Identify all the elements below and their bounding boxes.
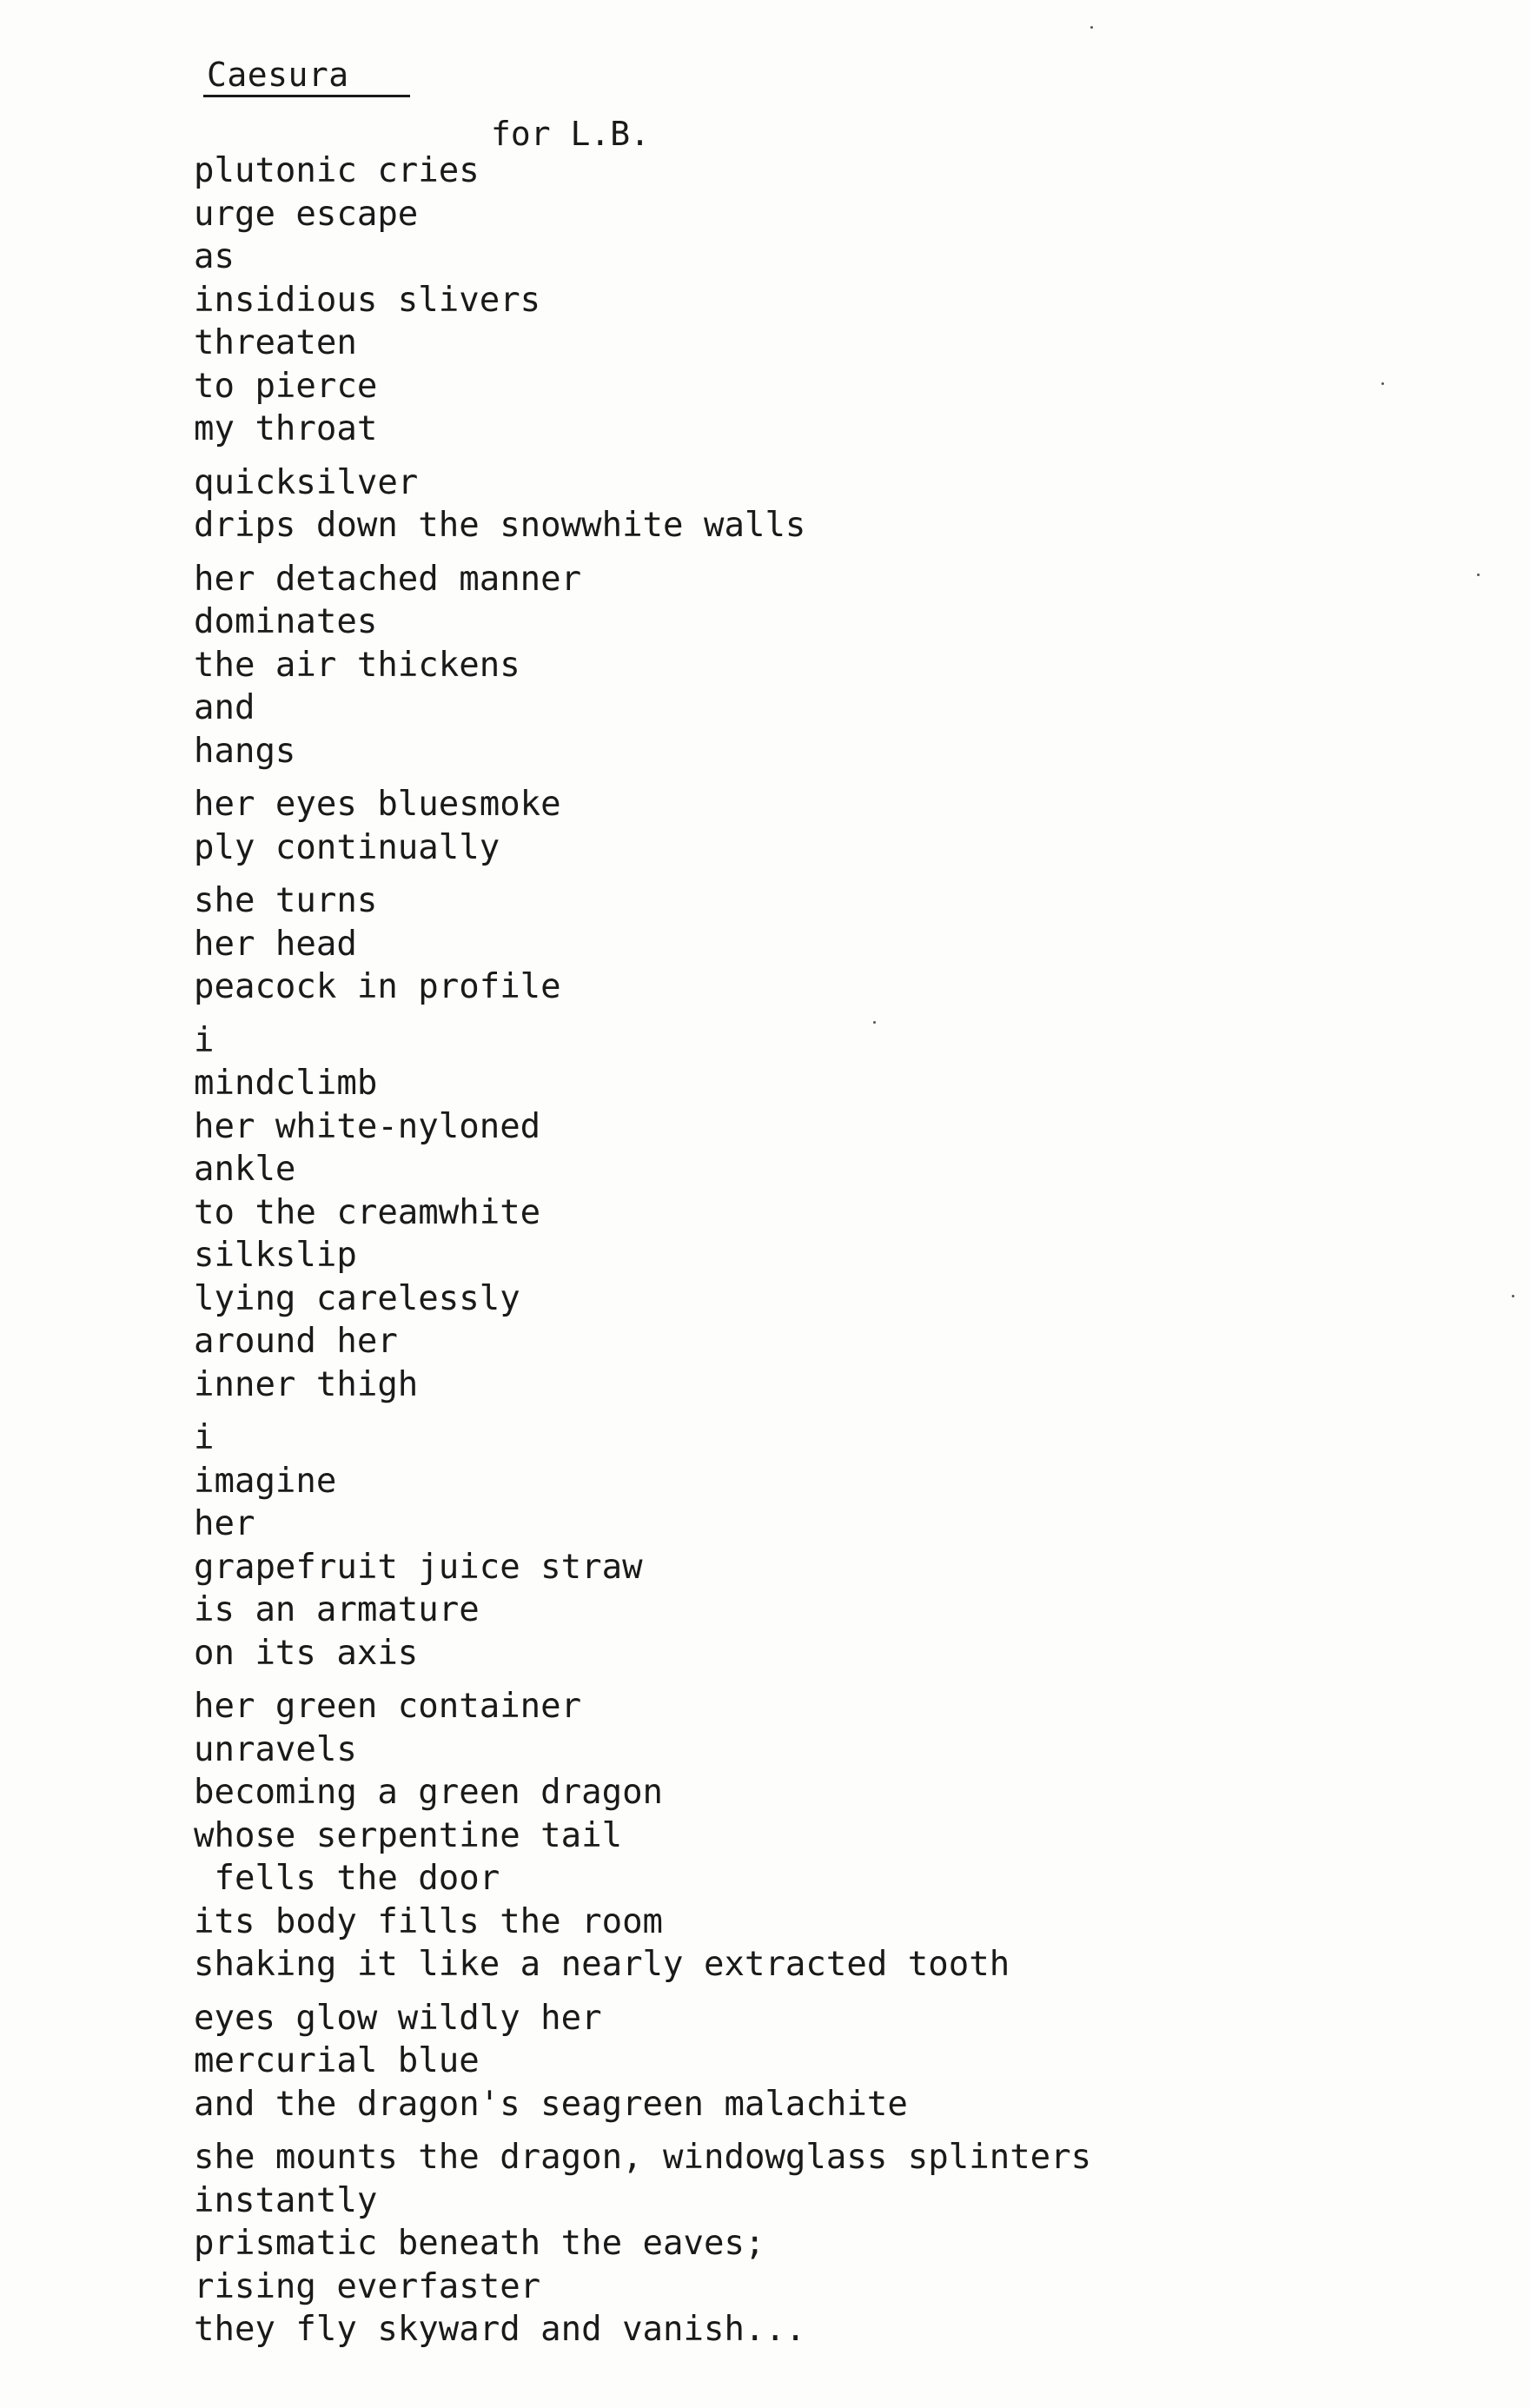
poem-line: mercurial blue	[194, 2041, 480, 2080]
poem-stanza	[194, 2136, 1454, 2352]
poem-line: urge escape	[194, 194, 419, 234]
poem-line: instantly	[194, 2180, 378, 2220]
poem-line: imagine	[194, 1461, 337, 1501]
photocopy-speck	[1512, 1295, 1514, 1297]
poem-line: her eyes bluesmoke	[194, 785, 561, 824]
poem-stanza	[194, 783, 1454, 869]
poem-line: whose serpentine tail	[194, 1815, 623, 1855]
poem-line: peacock in profile	[194, 967, 561, 1006]
poem-line: her white-nyloned	[194, 1106, 541, 1146]
poem-line: quicksilver	[194, 462, 419, 502]
poem-line: fells the door	[194, 1859, 500, 1898]
poem-stanza	[194, 558, 1454, 773]
poem-line: she mounts the dragon, windowglass splinters	[194, 2138, 1092, 2177]
poem-line: to pierce	[194, 366, 378, 406]
poem-stanza	[194, 1685, 1454, 1987]
poem-line: grapefruit juice straw	[194, 1547, 643, 1587]
poem-line: its body fills the room	[194, 1901, 664, 1941]
poem-stanza	[194, 879, 1454, 1009]
poem-line: inner thigh	[194, 1364, 419, 1404]
poem-line: her detached manner	[194, 559, 582, 599]
poem-line: and the dragon's seagreen malachite	[194, 2084, 908, 2124]
poem-stanza	[194, 1997, 1454, 2126]
poem-line: her head	[194, 924, 357, 964]
poem-line: i	[194, 1418, 215, 1457]
poem-line: her green container	[194, 1687, 582, 1726]
poem-line: insidious slivers	[194, 280, 541, 320]
poem-line: ply continually	[194, 827, 500, 867]
poem-line: the air thickens	[194, 645, 520, 685]
dedication: for L.B.	[491, 115, 651, 153]
poem-line: my throat	[194, 409, 378, 448]
poem-line: unravels	[194, 1729, 357, 1769]
poem-line: i	[194, 1020, 215, 1060]
poem-line: drips down the snowwhite walls	[194, 506, 806, 545]
title-underline	[203, 95, 410, 97]
poem-stanza	[194, 149, 1454, 451]
poem-line: on its axis	[194, 1633, 419, 1673]
poem-line: threaten	[194, 323, 357, 362]
poem-line: plutonic cries	[194, 151, 480, 190]
poem-line: she turns	[194, 881, 378, 920]
poem-title: Caesura	[207, 56, 349, 94]
poem-body	[194, 149, 1454, 2362]
poem-stanza	[194, 1019, 1454, 1407]
poem-line: ankle	[194, 1150, 296, 1189]
photocopy-speck	[1381, 382, 1384, 385]
poem-line: and	[194, 688, 255, 727]
poem-line: lying carelessly	[194, 1278, 520, 1318]
photocopy-speck	[1090, 26, 1093, 29]
poem-line: prismatic beneath the eaves;	[194, 2224, 765, 2263]
poem-line: dominates	[194, 602, 378, 641]
poem-line: hangs	[194, 731, 296, 771]
poem-line: is an armature	[194, 1590, 480, 1629]
photocopy-speck	[1477, 574, 1480, 576]
poem-line: to the creamwhite	[194, 1192, 541, 1232]
photocopy-speck	[873, 1021, 876, 1024]
poem-stanza	[194, 461, 1454, 547]
poem-line: mindclimb	[194, 1064, 378, 1103]
poem-line: around her	[194, 1322, 398, 1361]
poem-line: eyes glow wildly her	[194, 1998, 602, 2038]
poem-line: rising everfaster	[194, 2266, 541, 2306]
poem-line: her	[194, 1504, 255, 1543]
poem-line: as	[194, 237, 235, 276]
poem-line: becoming a green dragon	[194, 1773, 664, 1812]
poem-line: they fly skyward and vanish...	[194, 2310, 806, 2349]
poem-line: shaking it like a nearly extracted tooth	[194, 1945, 1010, 1984]
poem-stanza	[194, 1416, 1454, 1675]
poem-line: silkslip	[194, 1236, 357, 1275]
